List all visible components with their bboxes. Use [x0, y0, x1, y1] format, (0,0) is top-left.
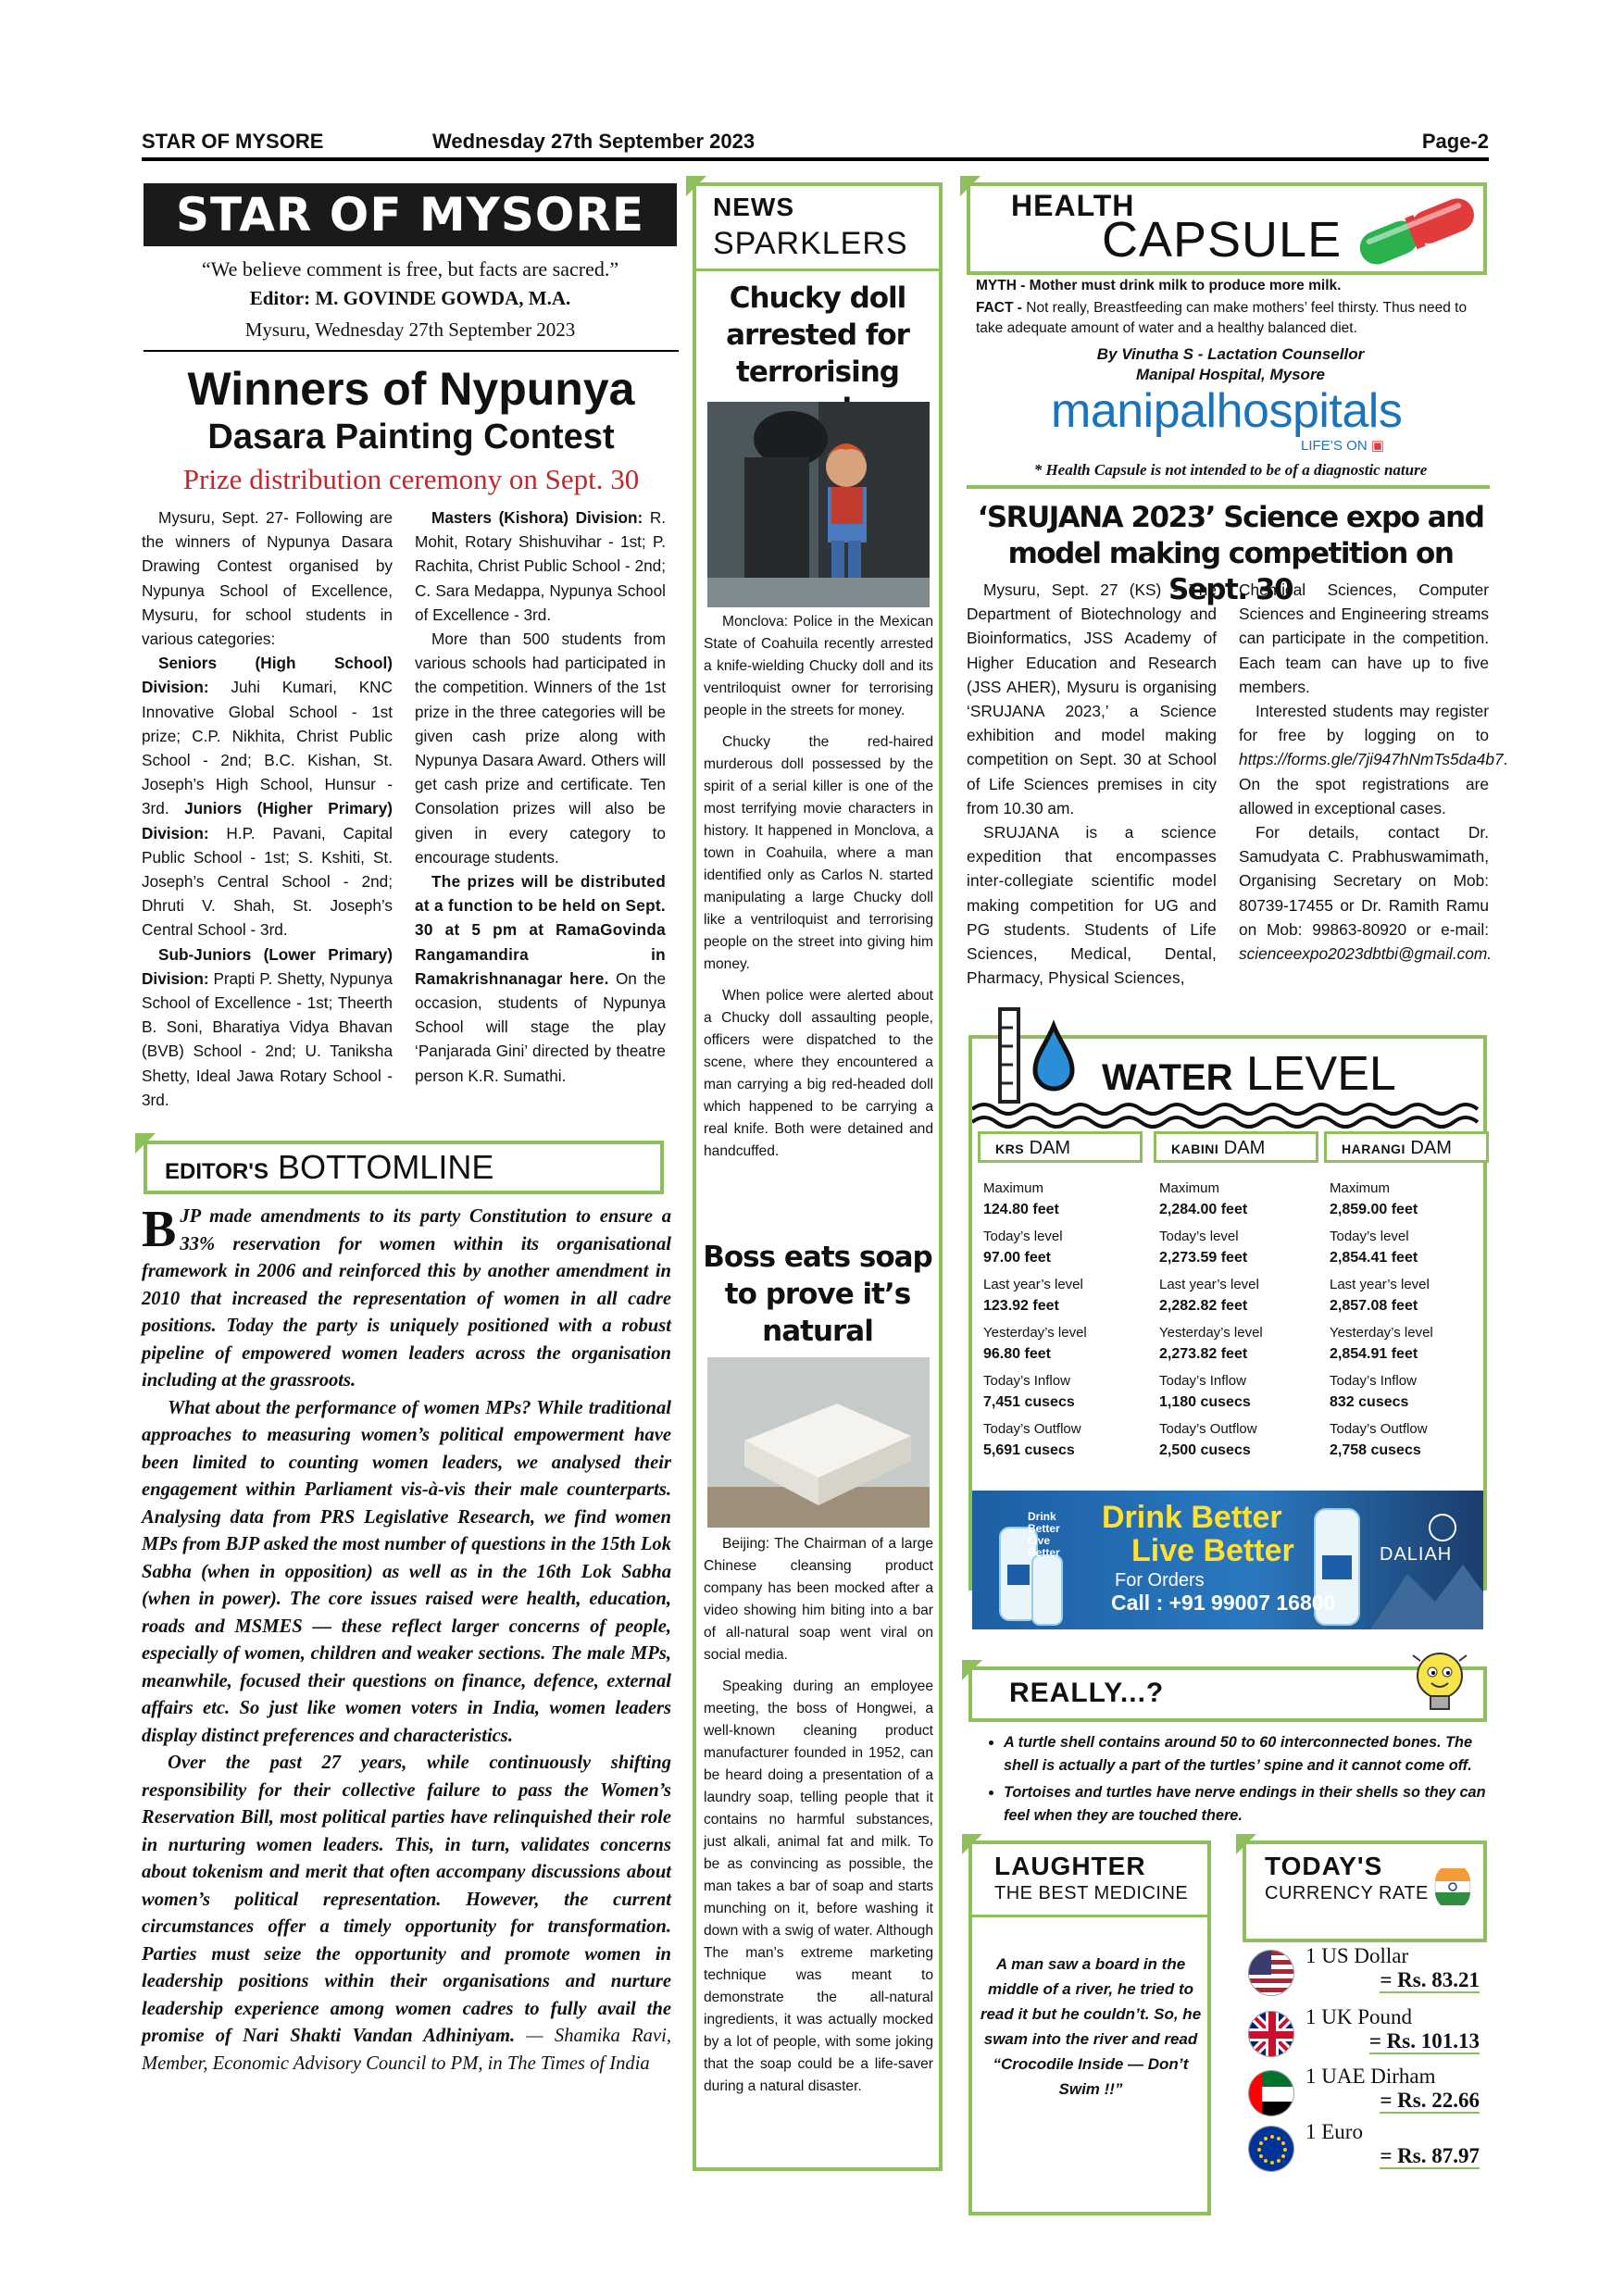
ad-line-1: Drink Better [1102, 1500, 1282, 1535]
health-note: * Health Capsule is not intended to be of a diagnostic nature [1033, 461, 1428, 479]
eu-flag-icon [1248, 2126, 1294, 2172]
currency-value: = Rs. 22.66 [1380, 2089, 1480, 2112]
kabini-dam-levels: Maximum 2,284.00 feet Today’s level 2,273.59 feet Last year’s level 2,282.82 feet Yesterday’s level 2,273.82 feet Today’s Inflow 1,180 cusecs Today’s Outflow 2,500 cusecs [1159, 1180, 1263, 1458]
manipal-tagline: LIFE’S ON ▣ [1301, 438, 1385, 454]
water-level-title: WATER LEVEL [1102, 1047, 1396, 1101]
corner-tab [686, 176, 706, 196]
nypunya-column-1 [142, 505, 393, 1112]
currency-title: TODAY'S [1265, 1852, 1383, 1880]
nypunya-intro: Mysuru, Sept. 27- Following are the winners of Nypunya Dasara Drawing Contest organised by Nypunya School of Excellence, Mysuru, for school students in various categories: [142, 508, 393, 649]
sparklers-label: SPARKLERS [713, 226, 908, 261]
nypunya-subjuniors: Sub-Juniors (Lower Primary) Division: Prapti P. Shetty, Nypunya School of Excellence - 1st; Theerth B. Soni, Bharatiya Vidya Bhavan (BVB) School - 2nd; U. Taniksha Shetty, Ideal Jawa Rotary School - 3rd. [142, 944, 393, 1109]
krs-dam-levels: Maximum 124.80 feet Today’s level 97.00 feet Last year’s level 123.92 feet Yesterday’s level 96.80 feet Today’s Inflow 7,451 cusecs Today’s Outflow 5,691 cusecs [983, 1180, 1087, 1458]
india-flag-icon [1431, 1868, 1474, 1905]
srujana-p5: For details, contact Dr. Samudyata C. Prabhuswamimath, Organising Secretary on Mob: 80739-17455 or Dr. Ramith Ramu on Mob: 99863-80920 or e-mail: scienceexpo2023dbtbi@gmail.com. [1239, 823, 1493, 964]
corner-tab [960, 176, 981, 196]
manipal-logo: manipalhospitals [1051, 384, 1403, 438]
capsule-pill-icon [1347, 194, 1486, 267]
header-page-number: Page-2 [1421, 130, 1489, 153]
health-label: HEALTH [1011, 189, 1135, 222]
nypunya-para2: More than 500 students from various schools had participated in the competition. Winners of the 1st prize in the three categories will be given cash prize along with Nypunya Dasara Award. Others will get cash prize and certificate. Ten Consolation prizes will also be given in every category to encourage students. [415, 630, 666, 867]
soap-p2: Speaking during an employee meeting, the boss of Hongwei, a well-known cleaning product manufacturer founded in 1952, can be heard doing a presentation of a laundry soap, telling people that it contains no harmful substances, just alkali, animal fat and milk. To be as convincing as possible, the man takes a bar of soap and starts munching on it, before washing it down with a swig of water. Although The man’s extreme marketing technique was meant to demonstrate the all-natural ingredients, it was actually mocked by a lot of people, with some joking that the soap could be a life-saver during a natural disaster. [704, 1678, 933, 2094]
srujana-column-1 [967, 578, 1217, 990]
nypunya-seniors: Seniors (High School) Division: Juhi Kumari, KNC Innovative Global School - 1st prize; C.P. Nikhita, Christ Public School - 2nd; B.C. Kishan, St. Joseph’s High School, Hunsur - 3rd. Juniors (Higher Primary) Division: H.P. Pavani, Capital Public School - 1st; S. Kshiti, St. Joseph’s Central School - 2nd; Dhruti V. Shah, St. Joseph’s Central School - 3rd. [142, 654, 393, 940]
header-paper-name: STAR OF MYSORE [142, 130, 324, 153]
capsule-label: CAPSULE [1102, 212, 1343, 268]
ad-badge: Drink Better Live Better [1028, 1510, 1060, 1559]
chucky-p2: Chucky the red-haired murderous doll possessed by the spirit of a serial killer is one of the most terrifying movie characters in history. It happened in Monclova, a town in Coahuila, where a man identified only as Carlos N. started manipulating a large Chucky doll like a ventriloquist and terrorising people on the street into giving him money. [704, 734, 933, 972]
really-list [972, 1731, 1493, 1831]
water-drop-gauge-icon [981, 1000, 1083, 1111]
currency-row-eur [1243, 2120, 1487, 2179]
nypunya-subhead: Prize distribution ceremony on Sept. 30 [182, 463, 640, 495]
srujana-p3: Chemical Sciences, Computer Sciences and Engineering streams can participate in the competition. Each team can have up to five members. [1239, 580, 1489, 696]
corner-tab [135, 1133, 156, 1154]
chucky-p1: Monclova: Police in the Mexican State of Coahuila recently arrested a knife-wielding Chucky doll and its ventriloquist owner for terrorising people in the streets for money. [704, 614, 933, 718]
soap-photo [707, 1357, 930, 1528]
krs-dam-tab: KRS DAM [978, 1131, 1143, 1163]
editors-bottomline-text: BJP made amendments to its party Constitution to ensure a 33% reservation for women within its organisational framework in 2006 and reinforced this by another amendment in 2010 that increased the representation of women in all cadre positions. Today the party is uniquely positioned with a robust pipeline of empowered women leaders across the organisation including at the grassroots. What about the performance of women MPs? While traditional approaches to measuring women’s political empowerment have been limited to counting women leaders, we analysed their engagement within Parliament vis-à-vis their male counterparts. Analysing data from PRS Legislative Research, we find women MPs from BJP asked the most number of questions in the 15th Lok Sabha (when in opposition) as well as in the 16th Lok Sabha (when in power). The core issues raised were health, education, roads and MSMES — these reflect larger concerns of people, especially of women, children and weaker sections. The male MPs, meanwhile, focused their questions on finance, defence, external affairs etc. So just like women voters in India, women leaders display distinct preferences and characteristics. Over the past 27 years, while continuously shifting responsibility for their collective failure to pass the Women’s Reservation Bill, most political parties have relinquished their role in nurturing women leaders. This, in turn, validates concerns about tokenism and merit that often accompany discussions about women’s political representation. However, the current circumstances offer a timely opportunity for transformation. Parties must seize the opportunity and promote women in leadership positions within their organisations and nurture leadership experience among women cadres to fully avail the promise of Nari Shakti Vandan Adhiniyam. — Shamika Ravi, Member, Economic Advisory Council to PM, in The Times of India [142, 1204, 671, 2078]
corner-tab [962, 1660, 982, 1680]
editors-bottomline-title: EDITOR'S BOTTOMLINE [165, 1148, 494, 1186]
editors-bottomline-para2: What about the performance of women MPs? While traditional approaches to measuring women’s political empowerment have been limited to counting women leaders, we analysed their engagement within Parliament vis-à-vis their male counterparts. Analysing data from PRS Legislative Research, we find women MPs from BJP asked the most number of questions in the 15th Lok Sabha (when in opposition) as well as in the 16th Lok Sabha (when in power). The core issues raised were health, education, roads and MSMES — these reflect larger concerns of people, especially of women, children and weaker sections. The male MPs, meanwhile, focused their questions on finance, defence, external affairs etc. So just like women voters in India, women leaders display distinct preferences and characteristics. [142, 1397, 671, 1746]
uk-flag-icon [1248, 2011, 1294, 2057]
health-fact: FACT - Not really, Breastfeeding can make mothers’ feel thirsty. Thus need to take adequate amount of water and a healthy balanced diet. [976, 300, 1468, 336]
currency-row-aed [1243, 2065, 1487, 2124]
masthead-dateline: Mysuru, Wednesday 27th September 2023 [244, 318, 576, 341]
water-waves [972, 1100, 1483, 1129]
ad-brand: DALIAH [1380, 1544, 1453, 1565]
srujana-link[interactable]: https://forms.gle/7ji947hNmTs5da4b7 [1239, 750, 1504, 769]
ad-line-2: Live Better [1131, 1533, 1294, 1568]
currency-name: 1 UK Pound [1305, 2005, 1413, 2028]
nypunya-headline-2: Dasara Painting Contest [207, 418, 615, 456]
srujana-email[interactable]: scienceexpo2023dbtbi@gmail.com. [1239, 944, 1493, 964]
chucky-story [704, 611, 933, 1172]
kabini-dam-tab: KABINI DAM [1154, 1131, 1318, 1163]
currency-row-gbp [1243, 2005, 1487, 2065]
currency-name: 1 US Dollar [1305, 1944, 1409, 1967]
header-rule [142, 157, 1489, 161]
nypunya-para3: The prizes will be distributed at a function to be held on Sept. 30 at 5 pm at RamaGovinda Rangamandira in Ramakrishnanagar here. On the occasion, students of Nypunya School will stage the play ‘Panjarada Gini’ directed by theatre person K.R. Sumathi. [415, 872, 666, 1085]
masthead-quote: “We believe comment is free, but facts are sacred.” [201, 257, 619, 281]
nypunya-column-2 [415, 505, 666, 1088]
laughter-subtitle: THE BEST MEDICINE [994, 1883, 1189, 1903]
chucky-p3: When police were alerted about a Chucky doll assaulting people, officers were dispatched to the scene, where they encountered a man carrying a big red-headed doll which happened to be carrying a real knife. Both were detained and handcuffed. [704, 988, 933, 1159]
laughter-joke: A man saw a board in the middle of a river, he tried to read it but he couldn’t. So, he swam into the river and read “Crocodile Inside — Don’t Swim !!” [980, 1955, 1202, 2098]
harangi-dam-tab: HARANGI DAM [1324, 1131, 1489, 1163]
currency-subtitle: CURRENCY RATE [1265, 1883, 1429, 1903]
soap-story [704, 1533, 933, 2107]
lightbulb-icon [1407, 1648, 1472, 1722]
really-title: REALLY...? [1009, 1678, 1165, 1708]
srujana-p2: SRUJANA is a science expedition that encompasses inter-collegiate scientific model making competition for UG and PG students. Students of Life Sciences, Medical, Dental, Pharmacy, Physical Sciences, [967, 823, 1217, 988]
srujana-headline: ‘SRUJANA 2023’ Science expo and model making competition on Sept. 30 [977, 501, 1484, 606]
soap-headline: Boss eats soap to prove it’s natural [703, 1241, 932, 1348]
chucky-headline: Chucky doll arrested for terrorising [726, 281, 909, 389]
ad-phone: Call : +91 99007 16800 [1111, 1591, 1336, 1615]
currency-name: 1 UAE Dirham [1305, 2065, 1436, 2088]
laughter-title: LAUGHTER [994, 1852, 1146, 1880]
laughter-divider [972, 1915, 1207, 1917]
health-rule [967, 485, 1490, 489]
editors-bottomline-para3: Over the past 27 years, while continuously shifting responsibility for their collective failure to pass the Women’s Reservation Bill, most political parties have relinquished their role in nurturing women leaders. This, in turn, validates concerns about tokenism and merit that often accompany discussions about women’s political representation. However, the current circumstances offer a timely opportunity for transformation. Parties must seize the opportunity and promote women in leadership positions within their organisations and nurture leadership experience among women cadres to fully avail the promise of Nari Shakti Vandan Adhiniyam. — Shamika Ravi, Member, Economic Advisory Council to PM, in The Times of India [142, 1753, 671, 2074]
srujana-p4: Interested students may register for free by logging on to https://forms.gle/7ji947hNmTs5da4b7. On the spot registrations are allowed in exceptional cases. [1239, 702, 1508, 817]
header-date: Wednesday 27th September 2023 [432, 130, 756, 153]
corner-tab [962, 1834, 982, 1854]
nypunya-masters: Masters (Kishora) Division: R. Mohit, Rotary Shishuvihar - 1st; P. Rachita, Christ Public School - 2nd; C. Sara Medappa, Nypunya School of Excellence - 3rd. [415, 508, 666, 624]
currency-value: = Rs. 87.97 [1380, 2144, 1480, 2167]
masthead-rule [144, 350, 679, 352]
dropcap: B [142, 1201, 177, 1258]
nypunya-headline: Winners of Nypunya [187, 363, 635, 415]
srujana-p1: Mysuru, Sept. 27 (KS) - The Department of Biotechnology and Bioinformatics, JSS Academy of Higher Education and Research (JSS AHER), Mysuru is organising ‘SRUJANA 2023,’ a Science exhibition and model making competition on Sept. 30 at School of Life Sciences premises in city from 10.30 am. [967, 580, 1217, 817]
masthead-logo: STAR OF MYSORE [144, 183, 677, 246]
ad-orders: For Orders [1115, 1570, 1205, 1591]
currency-value: = Rs. 101.13 [1368, 2029, 1480, 2053]
uae-flag-icon [1248, 2070, 1294, 2116]
news-label: NEWS [713, 193, 794, 221]
health-byline: By Vinutha S - Lactation Counsellor Manipal Hospital, Mysore [1096, 345, 1365, 383]
srujana-column-2 [1239, 578, 1508, 966]
soap-p1: Beijing: The Chairman of a large Chinese cleansing product company has been mocked after a video showing him biting into a bar of all-natural soap went viral on social media. [704, 1536, 933, 1663]
currency-name: 1 Euro [1305, 2120, 1363, 2143]
masthead-editor: Editor: M. GOVINDE GOWDA, M.A. [249, 287, 571, 309]
currency-value: = Rs. 83.21 [1380, 1968, 1480, 1991]
news-divider [696, 268, 939, 271]
corner-tab [1236, 1834, 1256, 1854]
currency-row-usd [1243, 1944, 1487, 2003]
us-flag-icon [1248, 1950, 1294, 1996]
really-fact: • Tortoises and turtles have nerve endings in their shells so they can feel when they are touched there. [1004, 1781, 1493, 1828]
really-fact: • A turtle shell contains around 50 to 60 interconnected bones. The shell is actually a part of the turtles’ spine and it cannot come off. [1004, 1731, 1493, 1778]
harangi-dam-levels: Maximum 2,859.00 feet Today’s level 2,854.41 feet Last year’s level 2,857.08 feet Yesterday’s level 2,854.91 feet Today’s Inflow 832 cusecs Today’s Outflow 2,758 cusecs [1330, 1180, 1433, 1458]
health-myth: MYTH - Mother must drink milk to produce more milk. [976, 278, 1342, 293]
chucky-doll-photo [707, 402, 930, 607]
